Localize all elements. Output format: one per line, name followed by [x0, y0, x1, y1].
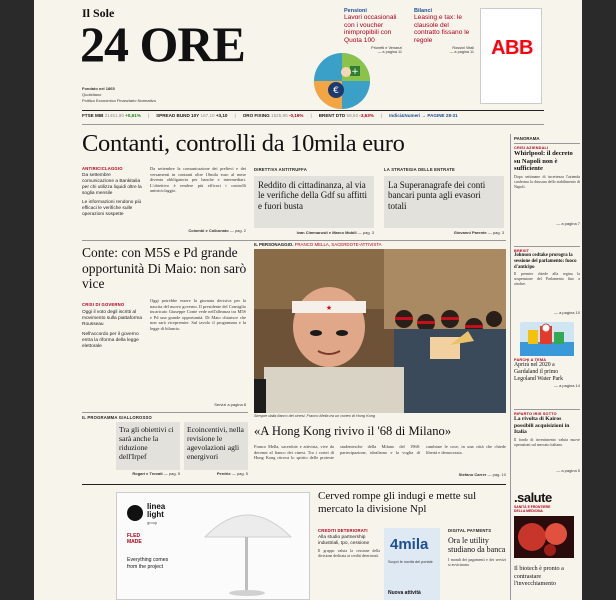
ad-abb[interactable] — [480, 8, 542, 104]
digital-payments-body: I mondi dei pagamenti e dei servizi si avvicinano. — [448, 557, 506, 567]
programs-box-2-byline: Perdrix — pag. 5 — [216, 471, 248, 476]
ticker-top-rule — [82, 110, 544, 111]
hk-photo[interactable] — [254, 249, 506, 413]
second-byline: Servizi a pagina 8 — [214, 402, 246, 407]
programs-kicker: IL PROGRAMMA GIALLOROSSO — [82, 415, 152, 420]
salute-brand: .salute — [514, 490, 552, 505]
lead-byline: Colombi e Colbonato — pag. 2 — [188, 228, 246, 233]
ad-tagline-1: Everything comes — [127, 557, 169, 563]
teaser-pensioni[interactable] — [344, 8, 402, 54]
water-park-icon — [520, 322, 574, 356]
panorama-page: — a pagina 14 — [553, 383, 580, 388]
teaser-headline: Lavori occasionali con i voucher inimpropibili con Quota 100 — [344, 14, 397, 44]
linea-light-brand: linea light — [147, 502, 166, 519]
panorama-body: Il premier chiede alla regina la sospensione del Parlamento fino a ottobre. — [514, 272, 580, 287]
sub-box-2-byline: Giovanni Parente — pag. 3 — [453, 230, 504, 235]
programs-box-2-text: Ecoincentivi, nella revisione le agevolazioni agli energivori — [187, 425, 244, 461]
programs-box-1[interactable] — [116, 422, 180, 470]
ad-event-logo: FLED MADE — [127, 533, 142, 545]
panorama-label: PANORAMA — [514, 136, 540, 141]
panorama-headline: Johnson cedtake prorogra la sessione del parlamento: fuoco d'anticipo — [514, 253, 577, 270]
legoland-image — [520, 322, 574, 356]
panorama-kicker: RIPARTO IRIS SOTTO — [514, 412, 557, 416]
svg-text:★: ★ — [325, 304, 333, 312]
lead-kicker: ANTIRICICLAGGIO — [82, 166, 123, 171]
sub-box-2-headline: La Superanagrafe dei conti bancari punta agli evasori totali — [388, 180, 486, 211]
panorama-kicker: PARCHI A TEMA — [514, 358, 547, 362]
teaser-kicker: Bilanci — [414, 8, 433, 14]
sub-box-1-kicker: DIRETTIVA ANTITRUFFA — [254, 167, 307, 172]
salute-kicker: SANITÀ E FRONTIERE DELLA MEDICINA — [514, 505, 551, 514]
lead-headline[interactable]: Contanti, controlli da 10mila euro — [82, 130, 405, 157]
sub-box-2[interactable] — [384, 176, 504, 228]
teaser-headline: Leasing e tax: le clausole del contratto fissano le regole — [414, 14, 470, 44]
promo-4mila-text: Scopri le novità del portale — [388, 560, 433, 564]
second-headline[interactable]: Conte: con M5S e Pd grande opportunità Di Maio: non sarò vice — [82, 245, 247, 291]
hk-byline: Stefano Carrer — pag. 10 — [458, 472, 506, 477]
masthead-subtitle: Politico Economico Finanziario Normativo — [82, 98, 156, 103]
masthead-founded: Fondato nel 1865 — [82, 86, 115, 91]
lead-deck-2: Le informazioni rendono più efficaci le verifiche sulle operazioni sospette — [82, 200, 142, 217]
svg-text:€: € — [333, 86, 339, 96]
panorama-headline: Whirlpool: il decreto su Napoli non è sufficiente — [514, 150, 573, 173]
masthead-type: Quotidiano — [82, 92, 102, 97]
biotech-cells-icon — [514, 516, 574, 558]
second-body: Oggi potrebbe essere la giornata decisiva per la nascita del nuovo governo. Il presidente del Consiglio incaricato Giuseppe Conte vede nell'alleanza tra M5S e Pd una grande opportunità. Di Maio chiarisce che non sarà vicepremier. Sul tavolo il programma e la legge di bilancio. — [150, 298, 246, 331]
panorama-item-kairos[interactable] — [514, 412, 580, 473]
abb-logo: ABB — [491, 37, 533, 59]
hk-caption: Sempre dalla fianco dei cinesi. Franco Mella tra un corteo di Hong Kong — [254, 414, 375, 418]
column-rule — [510, 134, 511, 600]
market-ticker — [82, 113, 552, 123]
panorama-page: — a pagina 5 — [556, 467, 580, 473]
teaser-author: Prioretti e Venanzi — [371, 46, 402, 51]
newspaper-front-page — [34, 0, 582, 600]
panorama-item-brexit[interactable] — [514, 249, 580, 316]
panorama-item-whirlpool[interactable] — [514, 146, 580, 226]
salute-headline: Il biotech è pronto a contrastare l'invecchiamento — [514, 565, 564, 587]
panorama-body: Il fondo di investimento valuta nuove operazioni sul mercato italiano. — [514, 437, 580, 447]
ad-linea-light[interactable] — [116, 492, 310, 600]
hong-kong-protest-photo — [254, 249, 506, 413]
cerved-body: Il gruppo valuta la cessione della divisione dedicata ai crediti deteriorati. — [318, 549, 380, 558]
hk-headline[interactable]: «A Hong Kong rivivo il '68 di Milano» — [254, 424, 452, 438]
programs-rule — [82, 412, 248, 413]
brand-logo[interactable]: 24 ORE — [80, 16, 245, 72]
section-rule — [82, 240, 506, 241]
teaser-kicker: Pensioni — [344, 8, 367, 14]
cerved-deck: Alla studio partnership industriali, tpo, cessione — [318, 535, 370, 546]
panorama-page: — a pagina 10 — [553, 310, 580, 316]
hk-kicker-line: IL PERSONAGGIO. FRANCO MELLA, SACERDOTE-ATTIVISTA — [254, 242, 382, 247]
lead-body: Da settembre la comunicazione dei prelievi e dei versamenti in contanti oltre 10mila euro al mese diventa obbligatoria per banche e intermediari. L'obiettivo è rendere più efficaci i controlli antiriciclaggio. — [150, 166, 246, 194]
digital-payments-headline: Ora le utility studiano da banca — [448, 536, 506, 555]
second-deck-1: Oggi il voto degli iscritti al movimento sulla piattaforma Rousseau — [82, 310, 142, 327]
programs-box-1-text: Tra gli obiettivi ci sarà anche la riduzione dell'Irpef — [119, 425, 174, 461]
promo-4mila-logo: 4mila — [390, 536, 429, 553]
panorama-headline: La rivolta di Kairos possibili acquisizioni in Italia — [514, 416, 570, 436]
ticker-item: FTSE MIB 21451,90 +0,61% — [82, 113, 141, 118]
sub-box-1-byline: Ivan Cimmarusti e Marco Mobili — pag. 3 — [296, 230, 374, 235]
sub-box-1-headline: Reddito di cittadinanza, al via le verifiche della Gdf su affitti e fuori busta — [258, 180, 368, 211]
promo-4mila-box[interactable] — [384, 528, 440, 600]
teaser-page: — a pagina 11 — [377, 50, 402, 55]
ad-tagline-2: from the project — [127, 564, 164, 570]
ticker-bottom-rule — [82, 124, 544, 125]
salute-promo[interactable] — [514, 490, 580, 600]
programs-box-2[interactable] — [184, 422, 248, 470]
teaser-illustration — [306, 50, 378, 112]
teaser-page: — a pagina 11 — [449, 50, 474, 55]
panorama-page: — a pagina 7 — [556, 220, 580, 226]
lead-deck-1: Da settembre comunicazione a Bankitalia per chi utilizza liquidi oltre la soglia mensile — [82, 173, 142, 196]
teaser-bilanci[interactable] — [414, 8, 474, 54]
cerved-headline[interactable]: Cerved rompe gli indugi e mette sul mercato la divisione Npl — [318, 490, 477, 515]
sub-box-2-kicker: LA STRATEGIA DELLE ENTRATE — [384, 167, 456, 172]
pension-illustration-icon — [306, 50, 378, 112]
panorama-divider — [514, 409, 580, 410]
second-left-column — [82, 302, 144, 350]
panorama-divider — [514, 246, 580, 247]
hk-body: Franco Mella, sacerdote e attivista, vive da decenni al fianco dei cinesi. Tra i cortei di Hong Kong ritrova lo spirito delle proteste studentesche della Milano del 1968: partecipazione, idealismo e la voglia di cambiare le cose, in una città che chiede libertà e democrazia. — [254, 444, 506, 461]
ticker-separator: | — [310, 113, 312, 118]
cerved-left-column — [318, 528, 380, 585]
ticker-item: SPREAD BUND 10Y 167,10 +3,10 — [156, 113, 228, 118]
panorama-body: Dopo settimane di incertezza l'azienda conferma la chiusura dello stabilimento di Napoli. — [514, 174, 580, 189]
panorama-kicker: BREXIT — [514, 249, 530, 253]
sub-box-1[interactable] — [254, 176, 374, 228]
ticker-separator: | — [380, 113, 383, 118]
digital-payments-box[interactable] — [448, 528, 506, 578]
linea-light-logo-icon — [127, 505, 143, 521]
indici-numeri-link[interactable]: Indici&Numeri → PAGINE 28-31 — [389, 113, 458, 118]
svg-text:+: + — [351, 67, 359, 77]
teaser-author: Rossini Vitali — [452, 46, 474, 51]
digital-payments-kicker: DIGITAL PAYMENTS — [448, 528, 492, 533]
lamp-icon — [187, 497, 307, 597]
ticker-item: BRENT DTD 58,92 -3,63% — [318, 113, 374, 118]
panorama-kicker: CRISI AZIENDALI — [514, 146, 549, 150]
ticker-separator: | — [147, 113, 150, 118]
second-kicker: CRISI DI GOVERNO — [82, 302, 125, 307]
linea-light-sub: group — [147, 520, 158, 525]
brand-small: Il Sole — [82, 6, 115, 20]
bottom-rule — [82, 484, 506, 485]
ticker-item: ORO FIXING 1525,95 -0,16% — [242, 113, 304, 118]
cerved-kicker: CREDITI DETERIORATI — [318, 528, 368, 533]
ticker-separator: | — [234, 113, 236, 118]
second-deck-2: Nell'accordo per il governo entra la riforma della legge elettorale — [82, 332, 139, 349]
panorama-rule — [514, 143, 580, 144]
panorama-item-legoland[interactable] — [514, 358, 580, 388]
lead-left-column — [82, 166, 144, 218]
programs-box-1-byline: Rogari e Trovati — pag. 5 — [132, 471, 180, 476]
panorama-headline: Aprirà nel 2020 a Gardaland il primo Legoland Water Park — [514, 362, 564, 382]
nuova-attivita-label: Nuova attività — [388, 590, 421, 596]
